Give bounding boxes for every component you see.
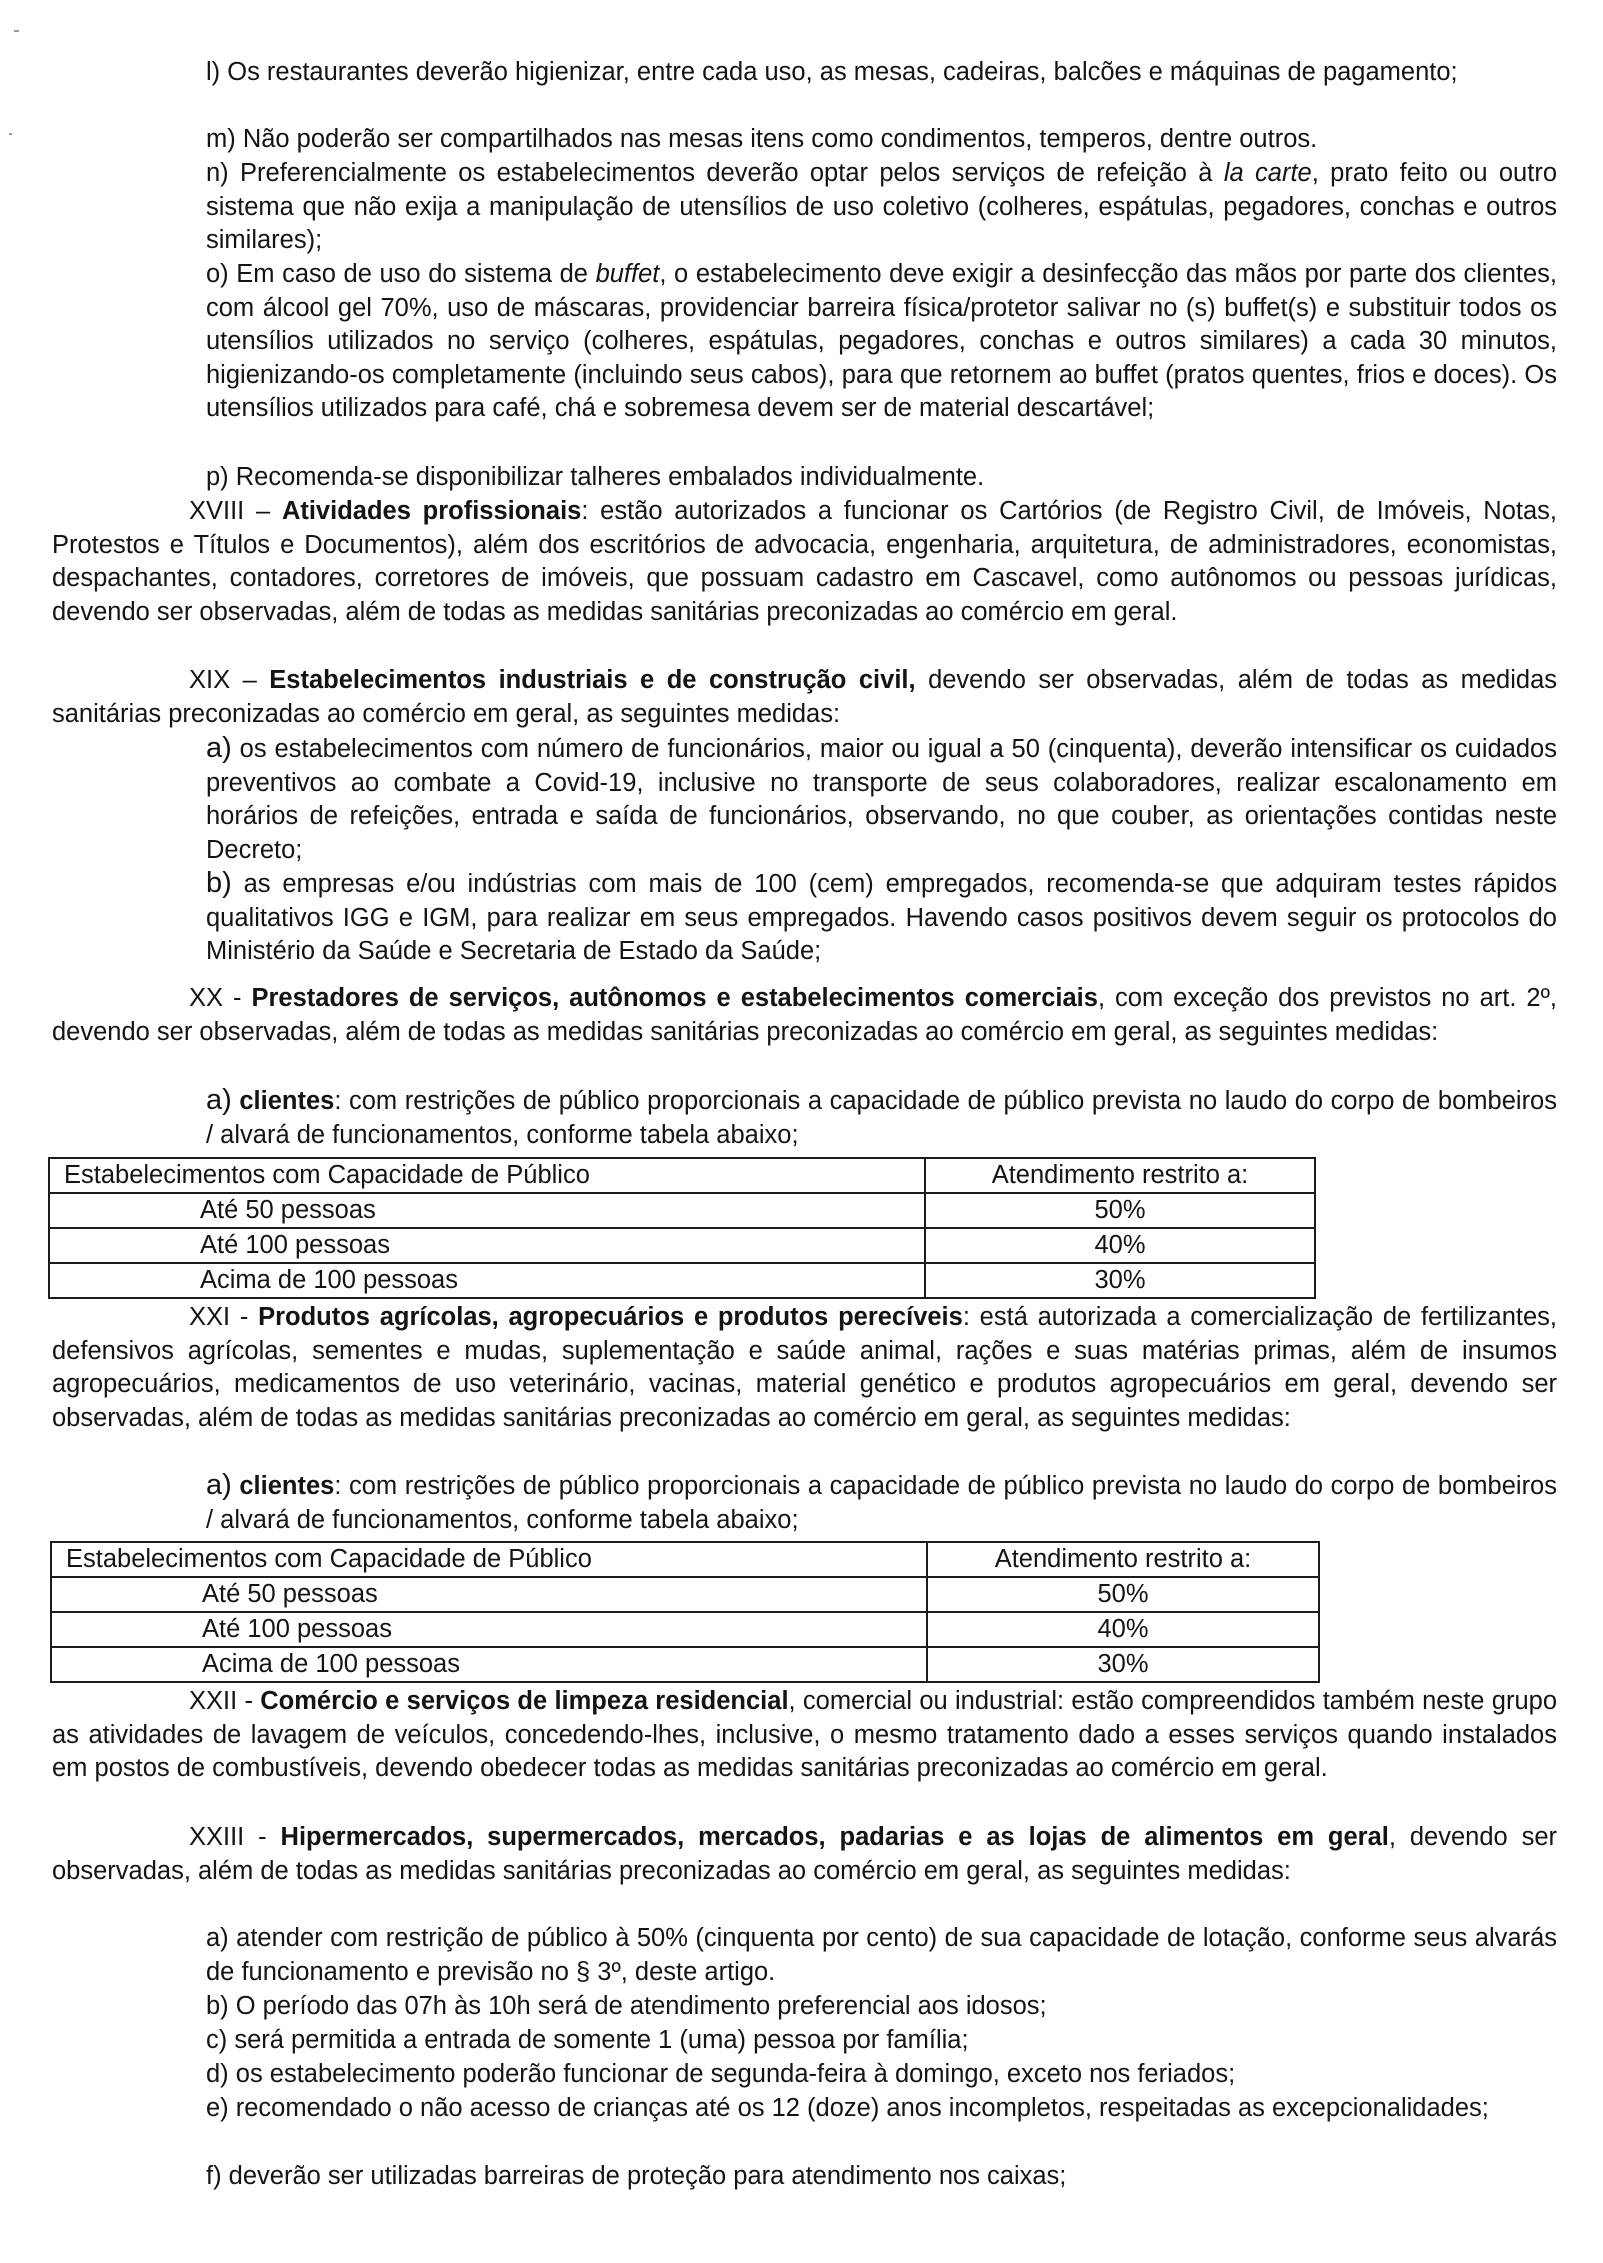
table-cell: Acima de 100 pessoas xyxy=(51,1647,927,1682)
table-cell: 30% xyxy=(925,1263,1315,1298)
table-cell: Até 50 pessoas xyxy=(51,1577,927,1612)
capacity-table-1 xyxy=(48,1157,1316,1299)
section-xxiii-item-f: f) deverão ser utilizadas barreiras de proteção para atendimento nos caixas; xyxy=(206,2162,1067,2190)
section-xxiii: XXIII - Hipermercados, supermercados, mercados, padarias e as lojas de alimentos em geral, devendo ser observadas, além de todas as medidas sanitárias preconizadas ao comércio em geral, as seguintes medidas: xyxy=(52,1823,1557,1885)
table-cell: 30% xyxy=(927,1647,1319,1682)
table-header-cell: Atendimento restrito a: xyxy=(925,1158,1315,1193)
table-header-cell: Estabelecimentos com Capacidade de Público xyxy=(49,1158,925,1193)
table-row xyxy=(51,1612,1319,1647)
table-header-cell: Atendimento restrito a: xyxy=(927,1542,1319,1577)
table-header-row xyxy=(49,1158,1315,1193)
table-cell: 50% xyxy=(925,1193,1315,1228)
table-cell: Até 100 pessoas xyxy=(49,1228,925,1263)
table-cell: 40% xyxy=(927,1612,1319,1647)
list-item-p: p) Recomenda-se disponibilizar talheres embalados individualmente. xyxy=(206,463,985,491)
section-xviii: XVIII – Atividades profissionais: estão autorizados a funcionar os Cartórios (de Registro Civil, de Imóveis, Notas, Protestos e Títulos e Documentos), além dos escritórios de advocacia, engenharia, arquitetura, de administradores, economistas, despachantes, contadores, corretores de imóveis, que possuam cadastro em Cascavel, como autônomos ou pessoas jurídicas, devendo ser observadas, além de todas as medidas sanitárias preconizadas ao comércio em geral. xyxy=(52,497,1557,626)
table-row xyxy=(49,1228,1315,1263)
table-header-row xyxy=(51,1542,1319,1577)
table-cell: Até 100 pessoas xyxy=(51,1612,927,1647)
section-xix-item-b: b) as empresas e/ou indústrias com mais de 100 (cem) empregados, recomenda-se que adquiram testes rápidos qualitativos IGG e IGM, para realizar em seus empregados. Havendo casos positivos devem seguir os protocolos do Ministério da Saúde e Secretaria de Estado da Saúde; xyxy=(206,867,1557,965)
table-row xyxy=(51,1647,1319,1682)
section-xxii: XXII - Comércio e serviços de limpeza residencial, comercial ou industrial: estão compreendidos também neste grupo as atividades de lavagem de veículos, concedendo-lhes, inclusive, o mesmo tratamento dado a esses serviços quando instalados em postos de combustíveis, devendo obedecer todas as medidas sanitárias preconizadas ao comércio em geral. xyxy=(52,1687,1557,1782)
section-xix: XIX – Estabelecimentos industriais e de construção civil, devendo ser observadas, além de todas as medidas sanitárias preconizadas ao comércio em geral, as seguintes medidas: xyxy=(52,666,1557,728)
list-item-o: o) Em caso de uso do sistema de buffet, o estabelecimento deve exigir a desinfecção das mãos por parte dos clientes, com álcool gel 70%, uso de máscaras, providenciar barreira física/protetor salivar no (s) buffet(s) e substituir todos os utensílios utilizados no serviço (colheres, espátulas, pegadores, conchas e outros similares) a cada 30 minutos, higienizando-os completamente (incluindo seus cabos), para que retornem ao buffet (pratos quentes, frios e doces). Os utensílios utilizados para café, chá e sobremesa devem ser de material descartável; xyxy=(206,260,1558,422)
section-xxi-item-a: a) clientes: com restrições de público proporcionais a capacidade de público prevista no laudo do corpo de bombeiros / alvará de funcionamentos, conforme tabela abaixo; xyxy=(206,1469,1557,1534)
section-xxi: XXI - Produtos agrícolas, agropecuários e produtos perecíveis: está autorizada a comercialização de fertilizantes, defensivos agrícolas, sementes e mudas, suplementação e saúde animal, rações e suas matérias primas, além de insumos agropecuários, medicamentos de uso veterinário, vacinas, material genético e produtos agropecuários em geral, devendo ser observadas, além de todas as medidas sanitárias preconizadas ao comércio em geral, as seguintes medidas: xyxy=(52,1303,1557,1432)
table-cell: 40% xyxy=(925,1228,1315,1263)
table-header-cell: Estabelecimentos com Capacidade de Público xyxy=(51,1542,927,1577)
section-xxiii-item-e: e) recomendado o não acesso de crianças até os 12 (doze) anos incompletos, respeitadas as excepcionalidades; xyxy=(206,2094,1489,2122)
section-xx: XX - Prestadores de serviços, autônomos e estabelecimentos comerciais, com exceção dos previstos no art. 2º, devendo ser observadas, além de todas as medidas sanitárias preconizadas ao comércio em geral, as seguintes medidas: xyxy=(52,984,1557,1046)
table-row xyxy=(49,1193,1315,1228)
section-xx-item-a: a) clientes: com restrições de público proporcionais a capacidade de público prevista no laudo do corpo de bombeiros / alvará de funcionamentos, conforme tabela abaixo; xyxy=(206,1084,1557,1149)
table-cell: 50% xyxy=(927,1577,1319,1612)
section-xxiii-item-b: b) O período das 07h às 10h será de atendimento preferencial aos idosos; xyxy=(206,1992,1047,2020)
table-cell: Acima de 100 pessoas xyxy=(49,1263,925,1298)
section-xix-item-a: a) os estabelecimentos com número de funcionários, maior ou igual a 50 (cinquenta), deverão intensificar os cuidados preventivos ao combate a Covid-19, inclusive no transporte de seus colaboradores, realizar escalonamento em horários de refeições, entrada e saída de funcionários, observando, no que couber, as orientações contidas neste Decreto; xyxy=(206,732,1557,864)
table-row xyxy=(49,1263,1315,1298)
list-item-l: l) Os restaurantes deverão higienizar, entre cada uso, as mesas, cadeiras, balcões e máquinas de pagamento; xyxy=(206,58,1458,86)
section-xxiii-item-d: d) os estabelecimento poderão funcionar de segunda-feira à domingo, exceto nos feriados; xyxy=(206,2060,1236,2088)
section-xxiii-item-c: c) será permitida a entrada de somente 1 (uma) pessoa por família; xyxy=(206,2026,969,2054)
list-item-m: m) Não poderão ser compartilhados nas mesas itens como condimentos, temperos, dentre outros. xyxy=(206,125,1318,153)
section-xxiii-item-a: a) atender com restrição de público à 50% (cinquenta por cento) de sua capacidade de lotação, conforme seus alvarás de funcionamento e previsão no § 3º, deste artigo. xyxy=(206,1924,1557,1986)
capacity-table-2 xyxy=(50,1541,1320,1683)
table-row xyxy=(51,1577,1319,1612)
scan-speck xyxy=(14,30,19,32)
scan-speck xyxy=(9,133,12,135)
table-cell: Até 50 pessoas xyxy=(49,1193,925,1228)
list-item-n: n) Preferencialmente os estabelecimentos deverão optar pelos serviços de refeição à la carte, prato feito ou outro sistema que não exija a manipulação de utensílios de uso coletivo (colheres, espátulas, pegadores, conchas e outros similares); xyxy=(206,159,1557,254)
